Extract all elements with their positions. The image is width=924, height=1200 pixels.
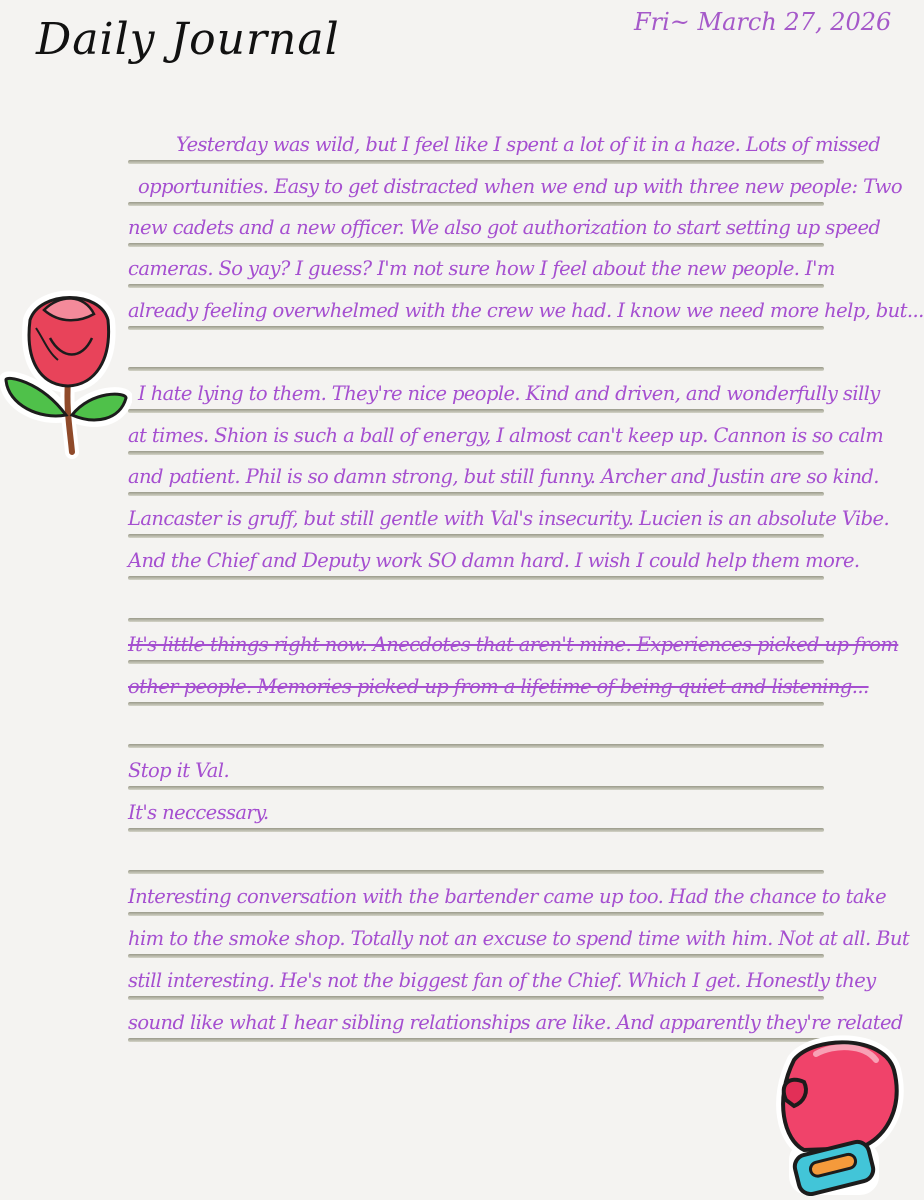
journal-line: already feeling overwhelmed with the crew we had. I know we need more help, but...	[128, 299, 924, 322]
rule-line	[128, 744, 824, 748]
journal-line: I hate lying to them. They're nice people. Kind and driven, and wonderfully silly	[138, 382, 880, 405]
entry-date: Fri~ March 27, 2026	[634, 8, 892, 36]
rule-line	[128, 576, 824, 580]
rule-line	[128, 912, 824, 916]
rule-line	[128, 160, 824, 164]
journal-line: Interesting conversation with the bartender came up too. Had the chance to take	[128, 885, 887, 908]
journal-line: cameras. So yay? I guess? I'm not sure how I feel about the new people. I'm	[128, 257, 835, 280]
journal-line: Lancaster is gruff, but still gentle with Val's insecurity. Lucien is an absolute Vibe.	[128, 507, 890, 530]
journal-line: sound like what I hear sibling relationships are like. And apparently they're related	[128, 1011, 903, 1034]
rule-line	[128, 243, 824, 247]
journal-line: opportunities. Easy to get distracted when we end up with three new people: Two	[138, 175, 903, 198]
rule-line	[128, 618, 824, 622]
journal-line: new cadets and a new officer. We also got authorization to start setting up speed	[128, 216, 881, 239]
journal-line: Yesterday was wild, but I feel like I spent a lot of it in a haze. Lots of missed	[176, 133, 881, 156]
rule-line	[128, 870, 824, 874]
rose-sticker	[0, 280, 132, 464]
rule-line	[128, 202, 824, 206]
page-title: Daily Journal	[36, 14, 340, 65]
journal-line: Stop it Val.	[128, 759, 230, 782]
rule-line	[128, 828, 824, 832]
rule-line	[128, 954, 824, 958]
rule-line	[128, 534, 824, 538]
rule-line	[128, 367, 824, 371]
rule-line	[128, 1038, 824, 1042]
rule-line	[128, 326, 824, 330]
struck-journal-line: It's little things right now. Anecdotes that aren't mine. Experiences picked up from	[128, 633, 899, 656]
rule-line	[128, 996, 824, 1000]
rule-line	[128, 409, 824, 413]
rule-line	[128, 451, 824, 455]
rule-line	[128, 660, 824, 664]
rule-line	[128, 492, 824, 496]
journal-line: It's neccessary.	[128, 801, 269, 824]
journal-line: And the Chief and Deputy work SO damn hard. I wish I could help them more.	[128, 549, 860, 572]
struck-journal-line: other people. Memories picked up from a lifetime of being quiet and listening...	[128, 675, 869, 698]
boxing-glove-sticker	[764, 1030, 914, 1196]
rule-line	[128, 786, 824, 790]
journal-line: and patient. Phil is so damn strong, but still funny. Archer and Justin are so kind.	[128, 465, 879, 488]
rule-line	[128, 284, 824, 288]
rule-line	[128, 702, 824, 706]
journal-line: still interesting. He's not the biggest fan of the Chief. Which I get. Honestly they	[128, 969, 876, 992]
journal-line: him to the smoke shop. Totally not an excuse to spend time with him. Not at all. But	[128, 927, 910, 950]
journal-line: at times. Shion is such a ball of energy, I almost can't keep up. Cannon is so calm	[128, 424, 884, 447]
